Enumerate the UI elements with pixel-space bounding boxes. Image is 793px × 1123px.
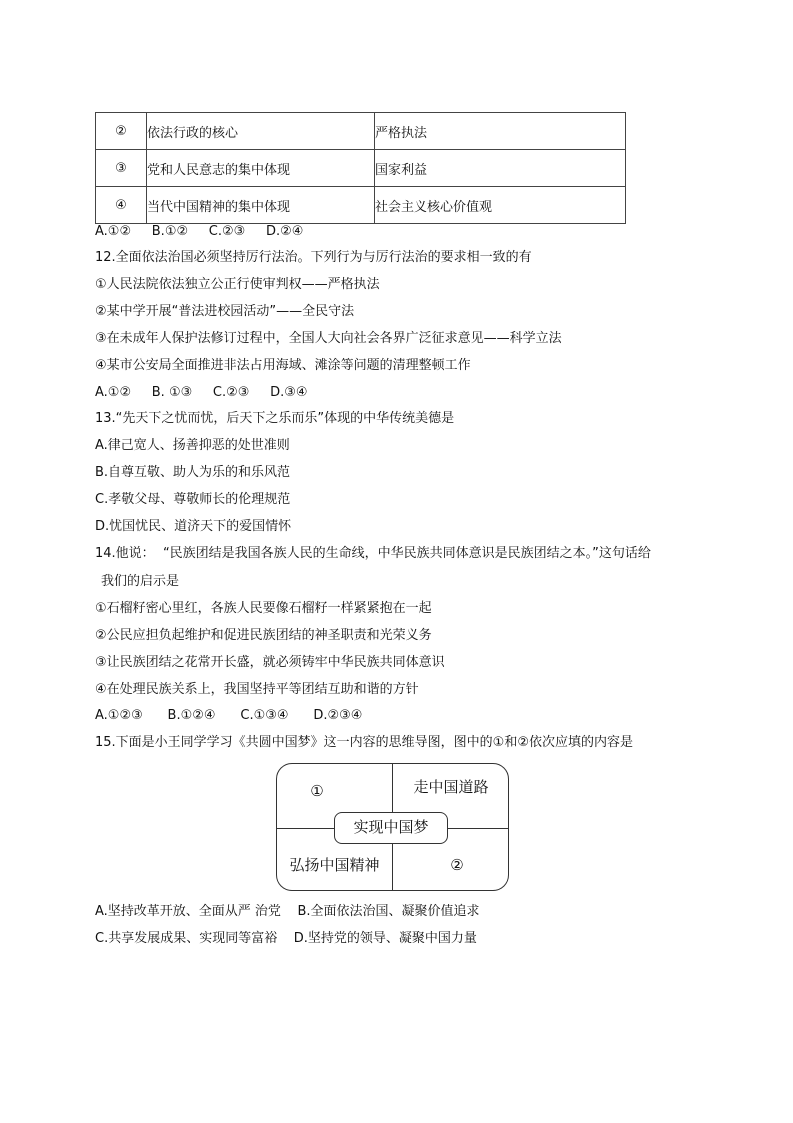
q12-item: ②某中学开展“普法进校园活动”——全民守法 — [95, 304, 355, 319]
table-cell-num: ④ — [96, 187, 147, 224]
mind-map-bottom-right: ② — [450, 856, 464, 874]
mind-map-diagram — [276, 763, 509, 891]
table-row — [96, 113, 626, 150]
q13-choice: C.孝敬父母、尊敬师长的伦理规范 — [95, 492, 291, 507]
table-cell: 当代中国精神的集中体现 — [147, 187, 375, 224]
q13-choice: B.自尊互敬、助人为乐的和乐风范 — [95, 465, 291, 480]
q14-item: ④在处理民族关系上，我国坚持平等团结互助和谐的方针 — [95, 682, 419, 697]
table-cell: 社会主义核心价值观 — [375, 187, 626, 224]
table-cell: 依法行政的核心 — [147, 113, 375, 150]
options-table — [95, 112, 626, 224]
table-cell-num: ③ — [96, 150, 147, 187]
mind-map-center: 实现中国梦 — [334, 812, 448, 844]
mind-map-top-right: 走中国道路 — [413, 778, 489, 796]
q15-options: C.共享发展成果、实现同等富裕 D.坚持党的领导、凝聚中国力量 — [95, 931, 477, 946]
q13-stem: 13.“先天下之忧而忧，后天下之乐而乐”体现的中华传统美德是 — [95, 411, 455, 426]
table-cell: 党和人民意志的集中体现 — [147, 150, 375, 187]
q12-item: ④某市公安局全面推进非法占用海域、滩涂等问题的清理整顿工作 — [95, 358, 471, 373]
q14-item: ②公民应担负起维护和促进民族团结的神圣职责和光荣义务 — [95, 628, 432, 643]
q12-options: A.①② B. ①③ C.②③ D.③④ — [95, 385, 308, 400]
q11-options: A.①② B.①② C.②③ D.②④ — [95, 224, 304, 239]
table-cell: 严格执法 — [375, 113, 626, 150]
q14-stem: 14.他说： “民族团结是我国各族人民的生命线，中华民族共同体意识是民族团结之本。”这句话给 — [95, 546, 651, 561]
q13-choice: D.忧国忧民、道济天下的爱国情怀 — [95, 519, 292, 534]
table-row — [96, 150, 626, 187]
table-cell: 国家利益 — [375, 150, 626, 187]
q12-item: ③在未成年人保护法修订过程中，全国人大向社会各界广泛征求意见——科学立法 — [95, 331, 562, 346]
q14-stem-cont: 我们的启示是 — [101, 574, 180, 589]
table-row — [96, 187, 626, 224]
q14-item: ③让民族团结之花常开长盛，就必须铸牢中华民族共同体意识 — [95, 655, 445, 670]
q15-options: A.坚持改革开放、全面从严 治党 B.全面依法治国、凝聚价值追求 — [95, 904, 480, 919]
mind-map-bottom-left: 弘扬中国精神 — [289, 856, 380, 874]
q13-choice: A.律己宽人、扬善抑恶的处世准则 — [95, 438, 290, 453]
q15-stem: 15.下面是小王同学学习《共圆中国梦》这一内容的思维导图，图中的①和②依次应填的内容是 — [95, 735, 633, 750]
q12-stem: 12.全面依法治国必须坚持厉行法治。下列行为与厉行法治的要求相一致的有 — [95, 250, 532, 265]
q14-options: A.①②③ B.①②④ C.①③④ D.②③④ — [95, 708, 363, 723]
mind-map-top-left: ① — [310, 782, 324, 800]
q14-item: ①石榴籽密心里红，各族人民要像石榴籽一样紧紧抱在一起 — [95, 601, 432, 616]
table-cell-num: ② — [96, 113, 147, 150]
q12-item: ①人民法院依法独立公正行使审判权——严格执法 — [95, 277, 380, 292]
